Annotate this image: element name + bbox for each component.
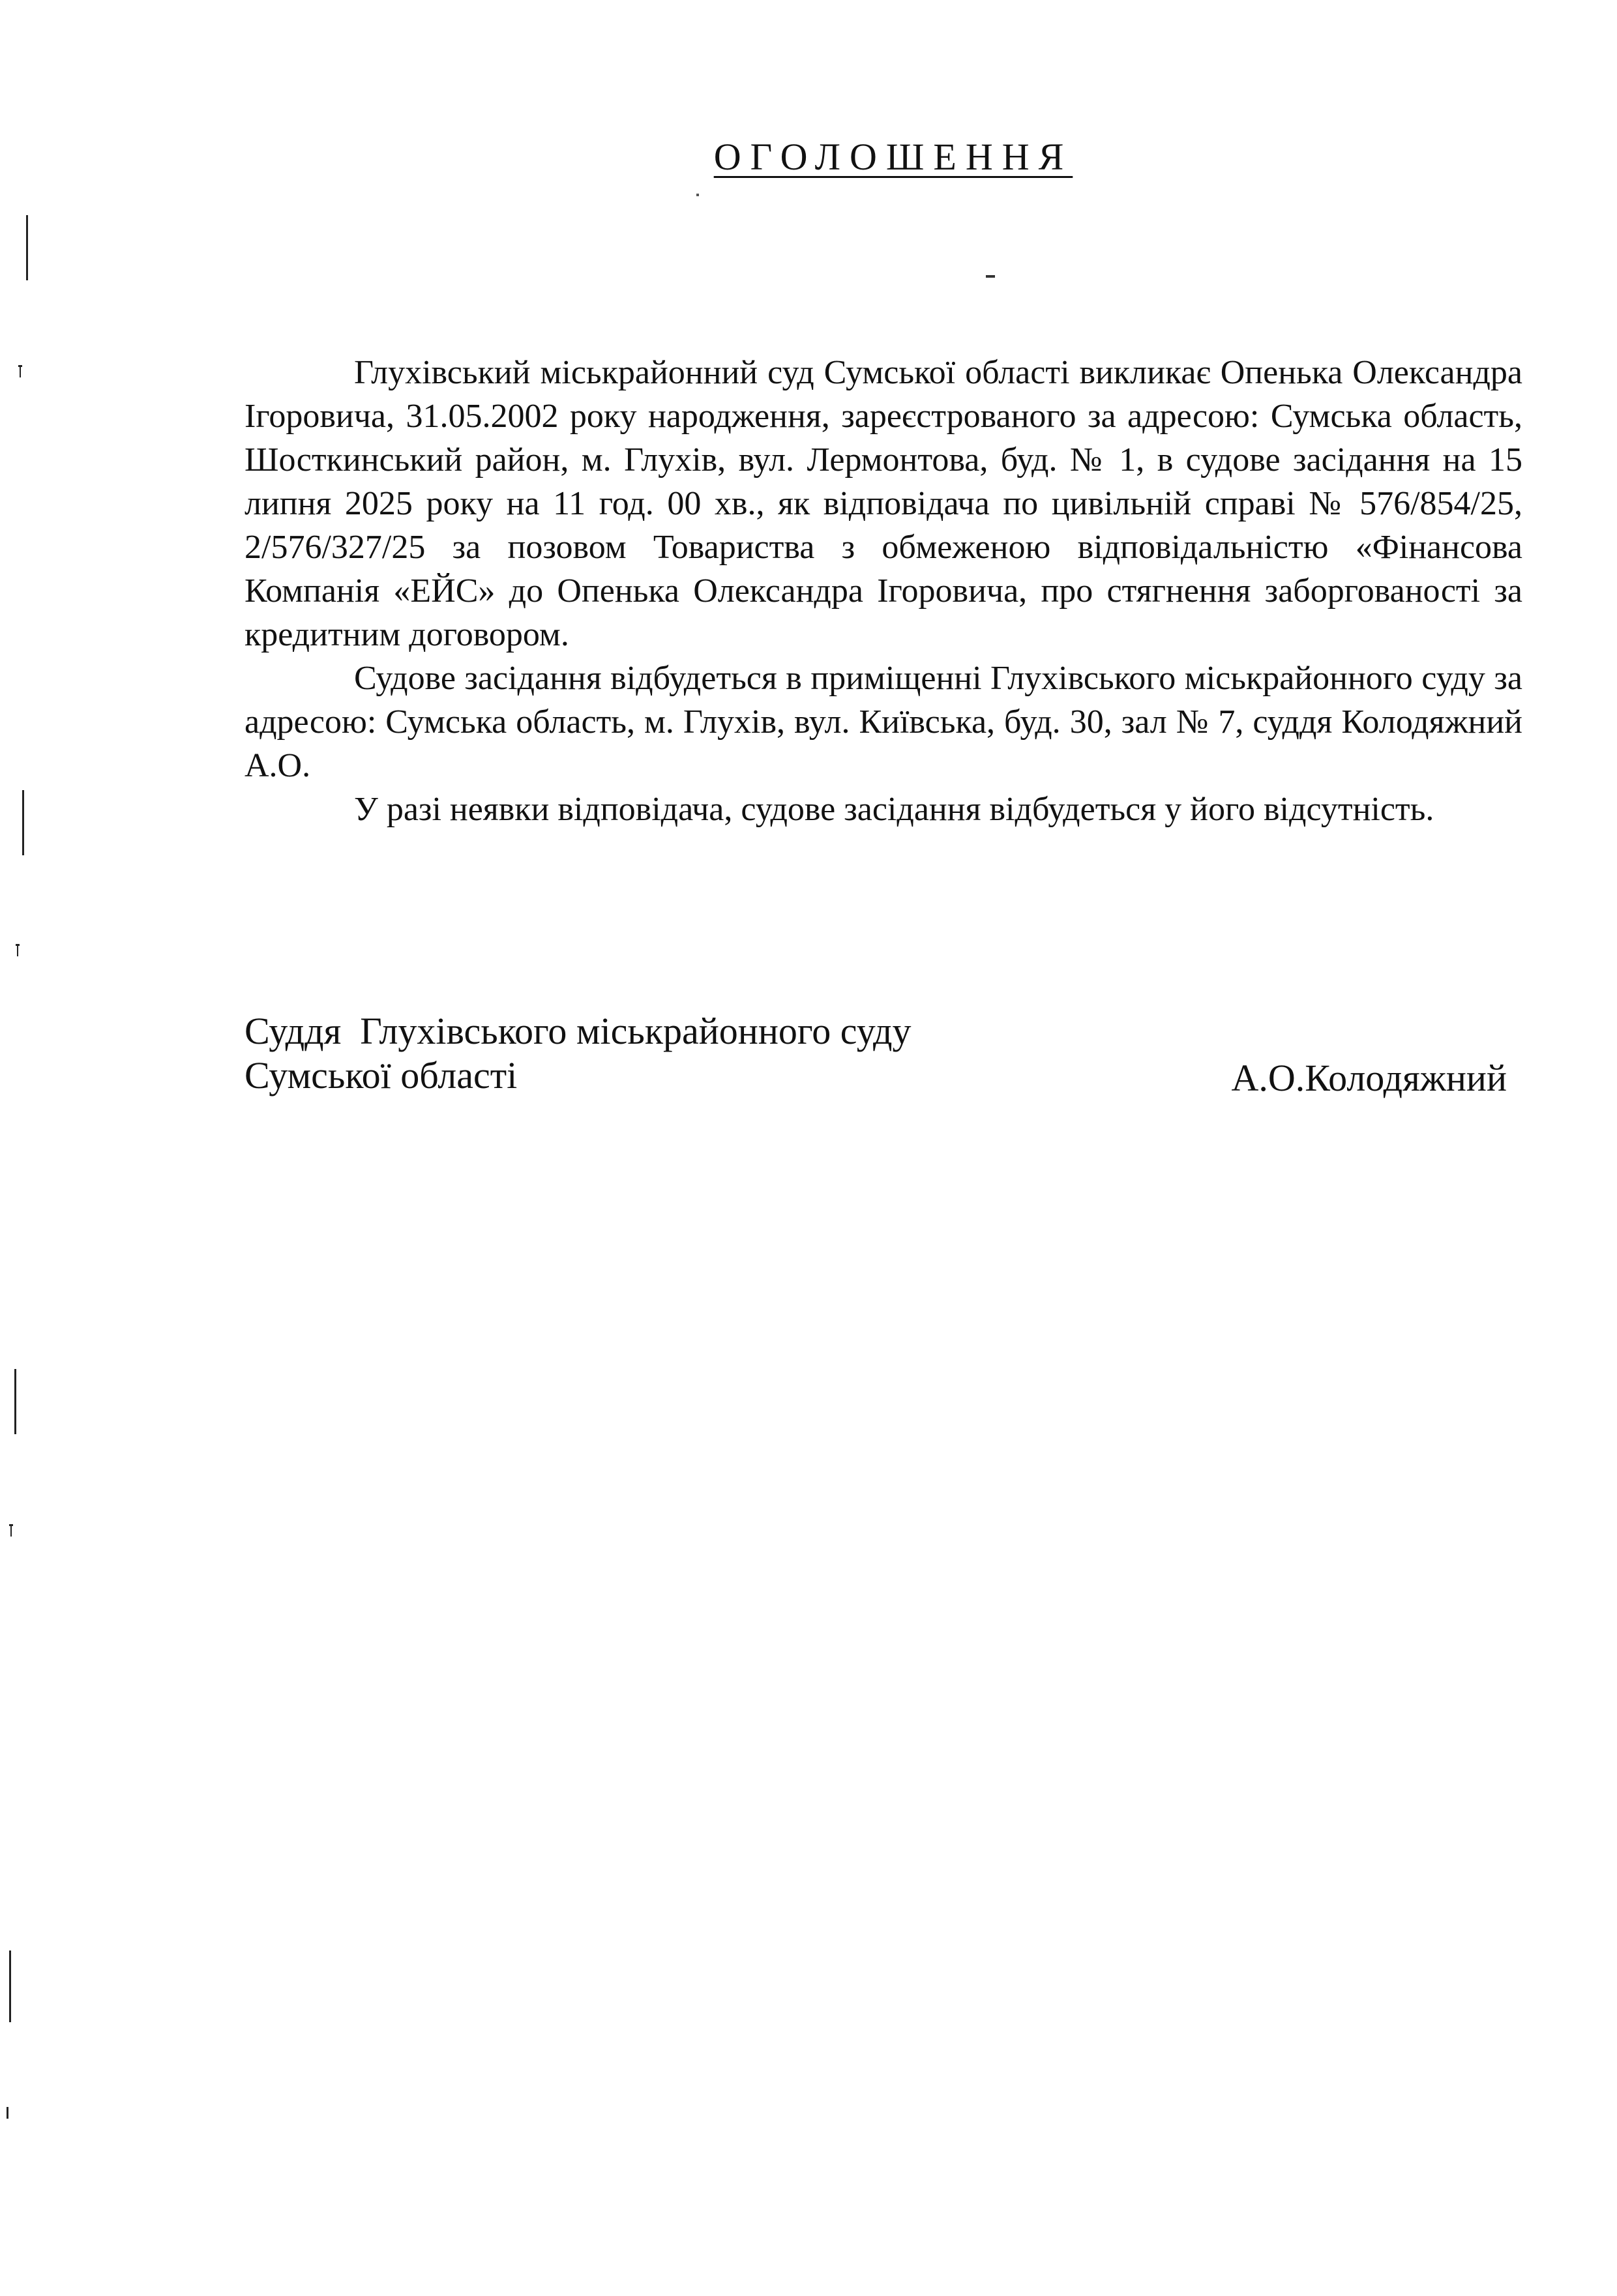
announcement-body <box>245 351 1522 831</box>
paragraph-absence: У разі неявки відповідача, судове засідання відбудеться у його відсутність. <box>354 791 1434 828</box>
paragraph-summons: Глухівський міськрайонний суд Сумської області викликає Опенька Олександра Ігоровича, 31.05.2002 року народження, зареєстрованого за адресою: Сумська область, Шосткинський район, м. Глухів, вул. Лермонтова, буд. № 1, в судове засідання на 15 липня 2025 року на 11 год. 00 хв., як відповідача по цивільній справі № 576/854/25, 2/576/327/25 за позовом Товариства з обмеженою відповідальністю «Фінансова Компанія «ЕЙС» до Опенька Олександра Ігоровича, про стягнення заборгованості за кредитним договором. <box>245 354 1522 653</box>
document-title <box>0 138 1617 176</box>
scan-dash <box>986 275 995 278</box>
signature-position <box>245 1009 1157 1098</box>
document-title-text: ОГОЛОШЕННЯ <box>713 136 1073 178</box>
signature-position-line1: Суддя Глухівського міськрайонного суду <box>245 1010 912 1052</box>
scan-mark <box>14 1369 16 1434</box>
scan-mark <box>7 2107 8 2119</box>
scan-mark <box>10 1526 12 1537</box>
signature-name: А.О.Колодяжний <box>1231 1057 1507 1099</box>
scan-mark <box>22 790 24 855</box>
scan-mark <box>17 946 18 956</box>
scan-mark <box>20 367 21 377</box>
scan-dot <box>696 194 699 196</box>
scan-mark <box>9 1950 11 2022</box>
scan-mark <box>26 215 28 280</box>
signature-position-line2: Сумської області <box>245 1054 518 1096</box>
paragraph-location: Судове засідання відбудеться в приміщенні Глухівського міськрайонного суду за адресою: Сумська область, м. Глухів, вул. Київська, буд. 30, зал № 7, суддя Колодяжний А.О. <box>245 660 1522 784</box>
